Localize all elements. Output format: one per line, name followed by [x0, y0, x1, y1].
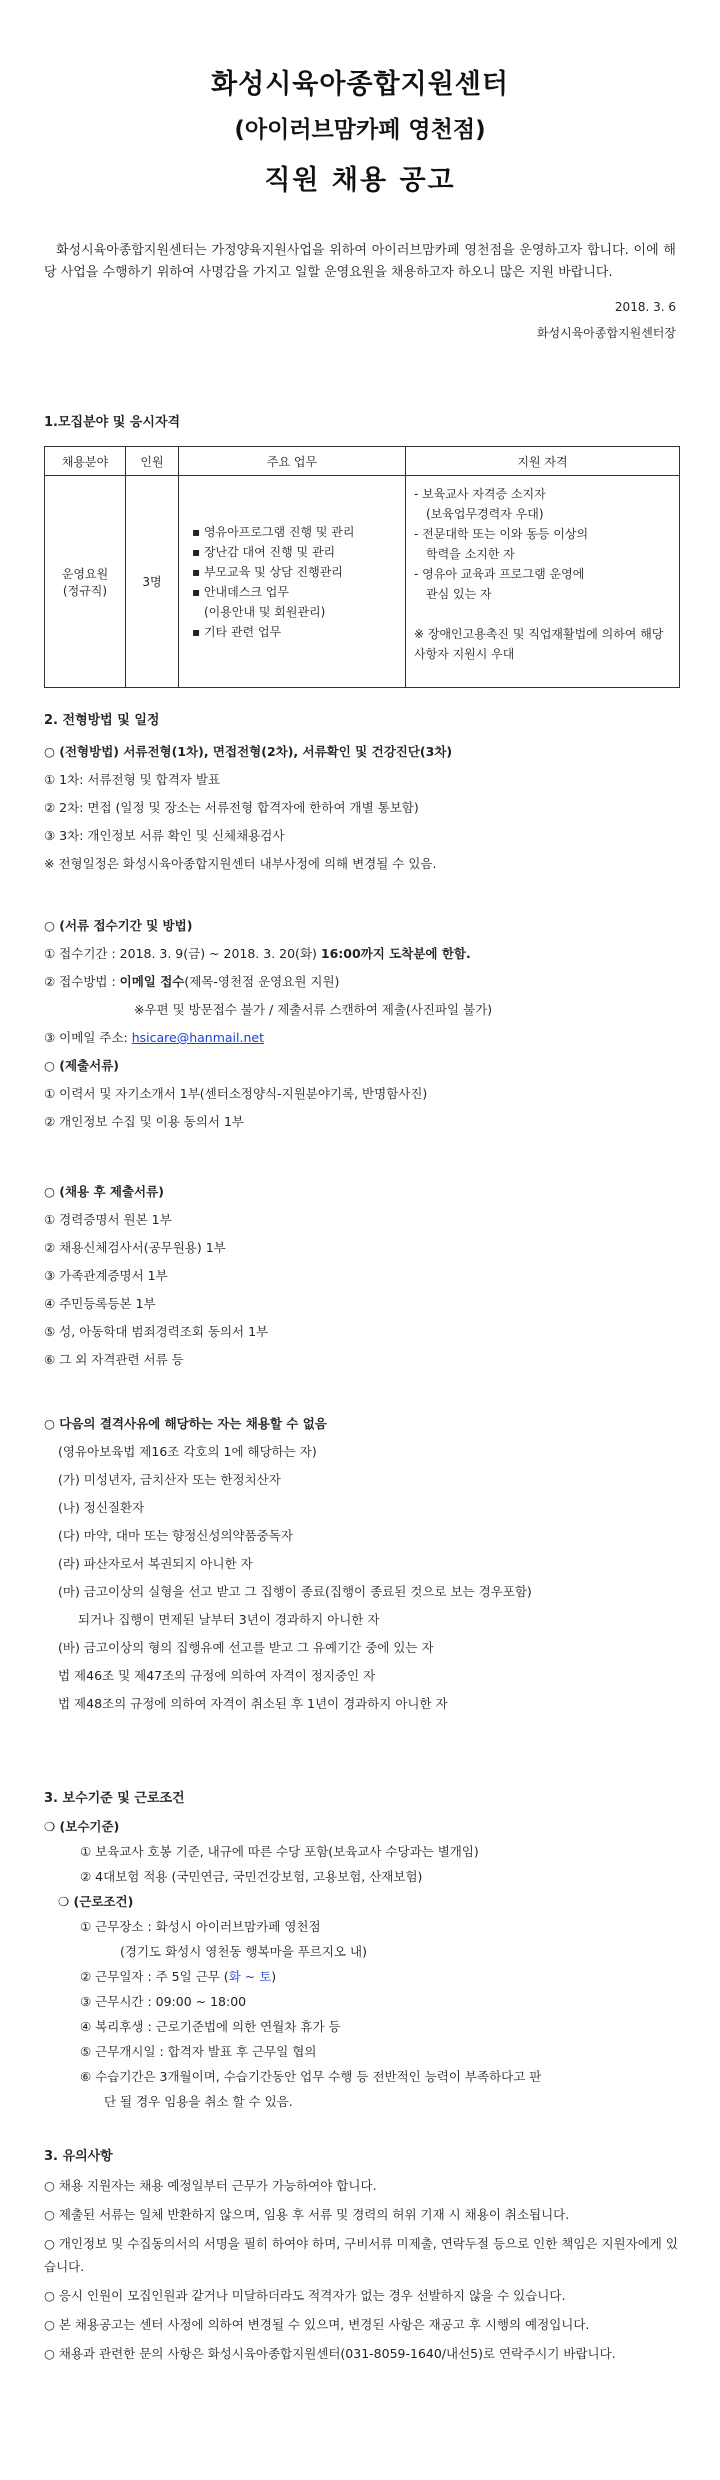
work-title: ❍ (근로조건) — [58, 1894, 134, 1909]
disqualification-block — [44, 1410, 680, 1718]
after-line: ⑤ 성, 아동학대 범죄경력조회 동의서 1부 — [44, 1324, 269, 1339]
list-item: ▪ 부모교육 및 상담 진행관리 — [192, 564, 343, 579]
table-header-cell: 채용분야 — [45, 447, 126, 476]
work-line: 단 될 경우 임용을 취소 할 수 있음. — [104, 2094, 293, 2109]
receipt-note: ※우편 및 방문접수 불가 / 제출서류 스캔하여 제출(사진파일 불가) — [134, 1002, 493, 1017]
after-line: ② 채용신체검사서(공무원용) 1부 — [44, 1240, 226, 1255]
notes-block — [44, 2174, 680, 2371]
work-line: ② 근무일자 : 주 5일 근무 (화 ~ 토) — [80, 1969, 277, 1984]
disq-title: ○ 다음의 결격사유에 해당하는 자는 채용할 수 없음 — [44, 1416, 327, 1431]
submit-line: ② 개인정보 수집 및 이용 동의서 1부 — [44, 1114, 244, 1129]
note-item: ○ 채용과 관련한 문의 사항은 화성시육아종합지원센터(031-8059-1640/내선5)로 연락주시기 바랍니다. — [44, 2346, 616, 2361]
issuer-name: 화성시육아종합지원센터장 — [536, 326, 676, 340]
table-row — [45, 476, 680, 688]
work-line: ③ 근무시간 : 09:00 ~ 18:00 — [80, 1994, 247, 2009]
section1-title: 1.모집분야 및 응시자격 — [44, 415, 181, 430]
disq-line: (바) 금고이상의 형의 집행유예 선고를 받고 그 유예기간 중에 있는 자 — [58, 1640, 434, 1655]
disq-line: (나) 정신질환자 — [58, 1500, 145, 1515]
submit-title: ○ (제출서류) — [44, 1058, 119, 1073]
list-item: - 전문대학 또는 이와 동등 이상의 — [414, 527, 589, 541]
pay-line: ② 4대보험 적용 (국민연금, 국민건강보험, 고용보험, 산재보험) — [80, 1869, 423, 1884]
receipt-period: ① 접수기간 : 2018. 3. 9(금) ~ 2018. 3. 20(화) 16:00까지 도착분에 한함. — [44, 946, 471, 961]
work-line: ⑤ 근무개시일 : 합격자 발표 후 근무일 협의 — [80, 2044, 317, 2059]
after-hire-block — [44, 1178, 680, 1374]
note-item: ○ 제출된 서류는 일체 반환하지 않으며, 임용 후 서류 및 경력의 허위 기재 시 채용이 취소됩니다. — [44, 2207, 570, 2222]
list-item: 관심 있는 자 — [426, 587, 492, 601]
title-block — [0, 0, 720, 206]
disq-line: (마) 금고이상의 실형을 선고 받고 그 집행이 종료(집행이 종료된 것으로 보는 경우포함) — [58, 1584, 532, 1599]
disq-line: (영유아보육법 제16조 각호의 1에 해당하는 자) — [58, 1444, 317, 1459]
list-item: (이용안내 및 회원관리) — [204, 604, 326, 619]
field-type: (정규직) — [62, 583, 108, 598]
field-cell — [45, 476, 126, 688]
work-line: (경기도 화성시 영천동 행복마을 푸르지오 내) — [120, 1944, 367, 1959]
intro-paragraph: 화성시육아종합지원센터는 가정양육지원사업을 위하여 아이러브맘카페 영천점을 운영하고자 합니다. 이에 해당 사업을 수행하기 위하여 사명감을 가지고 일할 운영요원을 채용하고자 하오니 많은 지원 바랍니다. — [44, 243, 676, 280]
after-line: ⑥ 그 외 자격관련 서류 등 — [44, 1352, 184, 1367]
process-line: ○ (전형방법) 서류전형(1차), 면접전형(2차), 서류확인 및 건강진단(3차) — [44, 744, 453, 759]
table-header-row — [45, 447, 680, 476]
disq-line: (라) 파산자로서 복권되지 아니한 자 — [58, 1556, 253, 1571]
table-header-cell: 인원 — [126, 447, 179, 476]
list-item: (보육업무경력자 우대) — [426, 507, 544, 521]
list-item: - 영유아 교육과 프로그램 운영에 — [414, 567, 585, 581]
disq-line: (다) 마약, 대마 또는 향정신성의약품중독자 — [58, 1528, 293, 1543]
process-line: ※ 전형일정은 화성시육아종합지원센터 내부사정에 의해 변경될 수 있음. — [44, 856, 437, 871]
note-item: ○ 채용 지원자는 채용 예정일부터 근무가 가능하여야 합니다. — [44, 2178, 377, 2193]
count-cell: 3명 — [126, 476, 179, 688]
work-line: ⑥ 수습기간은 3개월이며, 수습기간동안 업무 수행 등 전반적인 능력이 부족하다고 판 — [80, 2069, 542, 2084]
process-line: ③ 3차: 개인정보 서류 확인 및 신체채용검사 — [44, 828, 285, 843]
after-line: ④ 주민등록등본 1부 — [44, 1296, 156, 1311]
submit-line: ① 이력서 및 자기소개서 1부(센터소정양식-지원분야기록, 반명함사진) — [44, 1086, 428, 1101]
after-line: ① 경력증명서 원본 1부 — [44, 1212, 172, 1227]
section4-title: 3. 유의사항 — [44, 2149, 113, 2164]
email-link[interactable]: hsicare@hanmail.net — [131, 1030, 264, 1045]
after-title: ○ (채용 후 제출서류) — [44, 1184, 164, 1199]
note-item: ○ 본 채용공고는 센터 사정에 의하여 변경될 수 있으며, 변경된 사항은 재공고 후 시행의 예정입니다. — [44, 2317, 590, 2332]
duties-list — [180, 522, 404, 642]
section2-title: 2. 전형방법 및 일정 — [44, 713, 160, 728]
section3-title: 3. 보수기준 및 근로조건 — [44, 1791, 185, 1806]
receipt-title: ○ (서류 접수기간 및 방법) — [44, 918, 193, 933]
field-name: 운영요원 — [61, 566, 109, 581]
work-line: ④ 복리후생 : 근로기준법에 의한 연월차 휴가 등 — [80, 2019, 341, 2034]
disq-line: (가) 미성년자, 금치산자 또는 한정치산자 — [58, 1472, 281, 1487]
list-item: ▪ 영유아프로그램 진행 및 관리 — [192, 524, 355, 539]
pay-line: ① 보육교사 호봉 기준, 내규에 따른 수당 포함(보육교사 수당과는 별개임) — [80, 1844, 479, 1859]
note-item: ○ 개인정보 및 수집동의서의 서명을 필히 하여야 하며, 구비서류 미제출, 연락두절 등으로 인한 책임은 지원자에게 있습니다. — [44, 2236, 678, 2274]
table-header-cell: 지원 자격 — [406, 447, 680, 476]
list-item: ▪ 장난감 대여 진행 및 관리 — [192, 544, 336, 559]
table-header-cell: 주요 업무 — [179, 447, 406, 476]
conditions-block — [44, 1814, 680, 2114]
notice-title: 직원 채용 공고 — [264, 165, 456, 196]
duties-cell — [179, 476, 406, 688]
center-title: 화성시육아종합지원센터 — [211, 69, 509, 100]
process-line: ② 2차: 면접 (일정 및 장소는 서류전형 합격자에 한하여 개별 통보함) — [44, 800, 419, 815]
after-line: ③ 가족관계증명서 1부 — [44, 1268, 168, 1283]
qualifications-cell — [406, 476, 680, 688]
pay-title: ❍ (보수기준) — [44, 1819, 120, 1834]
list-item: 학력을 소지한 자 — [426, 547, 515, 561]
list-item: ▪ 안내데스크 업무 — [192, 584, 289, 599]
recruitment-table — [44, 446, 680, 688]
list-item: ▪ 기타 관련 업무 — [192, 624, 282, 639]
qualification-note: ※ 장애인고용촉진 및 직업재활법에 의하여 해당 사항자 지원시 우대 — [414, 627, 664, 661]
email-line: ③ 이메일 주소: hsicare@hanmail.net — [44, 1030, 264, 1045]
disq-line: 되거나 집행이 면제된 날부터 3년이 경과하지 아니한 자 — [78, 1612, 380, 1627]
receipt-method: ② 접수방법 : 이메일 접수(제목-영천점 운영요원 지원) — [44, 974, 340, 989]
disq-line: 법 제48조의 규정에 의하여 자격이 취소된 후 1년이 경과하지 아니한 자 — [58, 1696, 448, 1711]
work-line: ① 근무장소 : 화성시 아이러브맘카페 영천점 — [80, 1919, 321, 1934]
note-item: ○ 응시 인원이 모집인원과 같거나 미달하더라도 적격자가 없는 경우 선발하지 않을 수 있습니다. — [44, 2288, 566, 2303]
process-line: ① 1차: 서류전형 및 합격자 발표 — [44, 772, 221, 787]
list-item: - 보육교사 자격증 소지자 — [414, 487, 546, 501]
notice-date: 2018. 3. 6 — [614, 300, 676, 314]
disq-line: 법 제46조 및 제47조의 규정에 의하여 자격이 정지중인 자 — [58, 1668, 376, 1683]
branch-subtitle: (아이러브맘카페 영천점) — [234, 117, 486, 143]
receipt-block — [44, 912, 680, 1136]
selection-process — [44, 738, 680, 878]
